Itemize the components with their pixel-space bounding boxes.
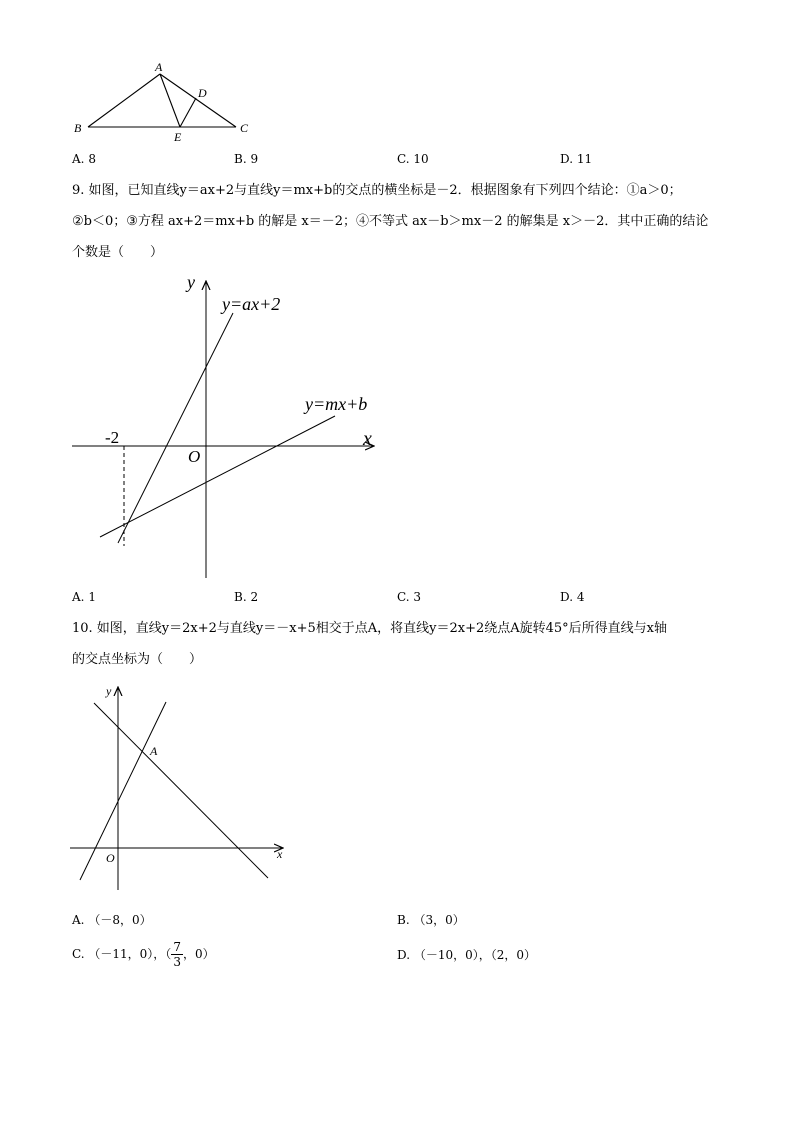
option-value: 1: [88, 590, 96, 604]
point-a-label: A: [150, 744, 158, 758]
line1-label: y=ax+2: [222, 294, 281, 314]
option-value: 11: [576, 152, 593, 166]
q9-text-line3: 个数是（ ）: [72, 245, 164, 260]
q10-text-line2: 的交点坐标为（ ）: [72, 652, 203, 667]
x-axis-label: x: [277, 847, 283, 861]
option-letter: A.: [72, 152, 85, 166]
option-value: 4: [576, 590, 585, 604]
option-value-suffix: ，0）: [182, 947, 215, 961]
option-value: （－10，0），（2，0）: [413, 948, 537, 962]
option-letter: B.: [234, 152, 247, 166]
line-neg-x-plus-5: [94, 703, 268, 878]
q10-graph: [60, 680, 300, 895]
option-value: （3，0）: [413, 913, 465, 927]
option-letter: C.: [397, 590, 410, 604]
label-e: E: [174, 130, 182, 144]
option-value: （－8，0）: [88, 913, 152, 927]
q9-text-line2: ②b＜0；③方程 ax+2＝mx+b 的解是 x＝－2；④不等式 ax－b＞mx－2 的解集是 x＞－2．其中正确的结论: [72, 214, 709, 229]
q9-option-a[interactable]: [72, 589, 96, 605]
x-axis-label: x: [363, 428, 372, 450]
y-axis-label: y: [106, 684, 112, 698]
origin-label: O: [188, 447, 201, 466]
q8-option-a[interactable]: [72, 151, 96, 167]
q9-graph: [60, 270, 390, 590]
q10-option-c[interactable]: [72, 940, 215, 969]
option-letter: B.: [397, 913, 410, 927]
option-value: 10: [413, 152, 429, 166]
q8-option-c[interactable]: [397, 151, 429, 167]
q8-option-d[interactable]: [560, 151, 592, 167]
option-letter: D.: [560, 152, 574, 166]
option-value: 8: [88, 152, 96, 166]
line-2x-plus-2: [80, 702, 166, 880]
origin-label: O: [106, 851, 115, 865]
option-value: 9: [250, 152, 259, 166]
y-axis-label: y: [187, 272, 195, 292]
q10-option-d[interactable]: [397, 947, 536, 963]
option-letter: C.: [72, 947, 85, 961]
label-b: B: [74, 121, 82, 135]
label-c: C: [240, 121, 249, 135]
line2-label: y=mx+b: [305, 394, 368, 414]
line-ax-plus-2: [118, 313, 233, 543]
fraction-numerator: 7: [173, 940, 181, 954]
q10-option-b[interactable]: [397, 912, 465, 928]
tick-label-neg2: -2: [105, 428, 120, 447]
q9-text-line1: 9. 如图，已知直线y＝ax+2与直线y＝mx+b的交点的横坐标是－2．根据图象有下列四个结论：①a＞0；: [72, 183, 682, 198]
q9-option-d[interactable]: [560, 589, 584, 605]
option-value-prefix: （－11，0），（: [88, 947, 172, 961]
option-letter: D.: [560, 590, 574, 604]
q8-option-b[interactable]: [234, 151, 258, 167]
q10-option-a[interactable]: [72, 912, 152, 928]
option-value: 3: [413, 590, 422, 604]
fraction-denominator: 3: [173, 955, 181, 969]
q9-option-c[interactable]: [397, 589, 421, 605]
fraction: [171, 940, 183, 969]
label-a: A: [155, 60, 163, 74]
option-letter: C.: [397, 152, 410, 166]
option-letter: A.: [72, 590, 85, 604]
option-value: 2: [250, 590, 259, 604]
q10-text-line1: 10. 如图，直线y＝2x+2与直线y＝－x+5相交于点A，将直线y＝2x+2绕点A旋转45°后所得直线与x轴: [72, 621, 668, 636]
q9-option-b[interactable]: [234, 589, 258, 605]
option-letter: D.: [397, 948, 411, 962]
triangle-figure: [60, 58, 260, 148]
option-letter: B.: [234, 590, 247, 604]
label-d: D: [198, 86, 207, 100]
option-letter: A.: [72, 913, 85, 927]
line-mx-plus-b: [100, 416, 335, 537]
